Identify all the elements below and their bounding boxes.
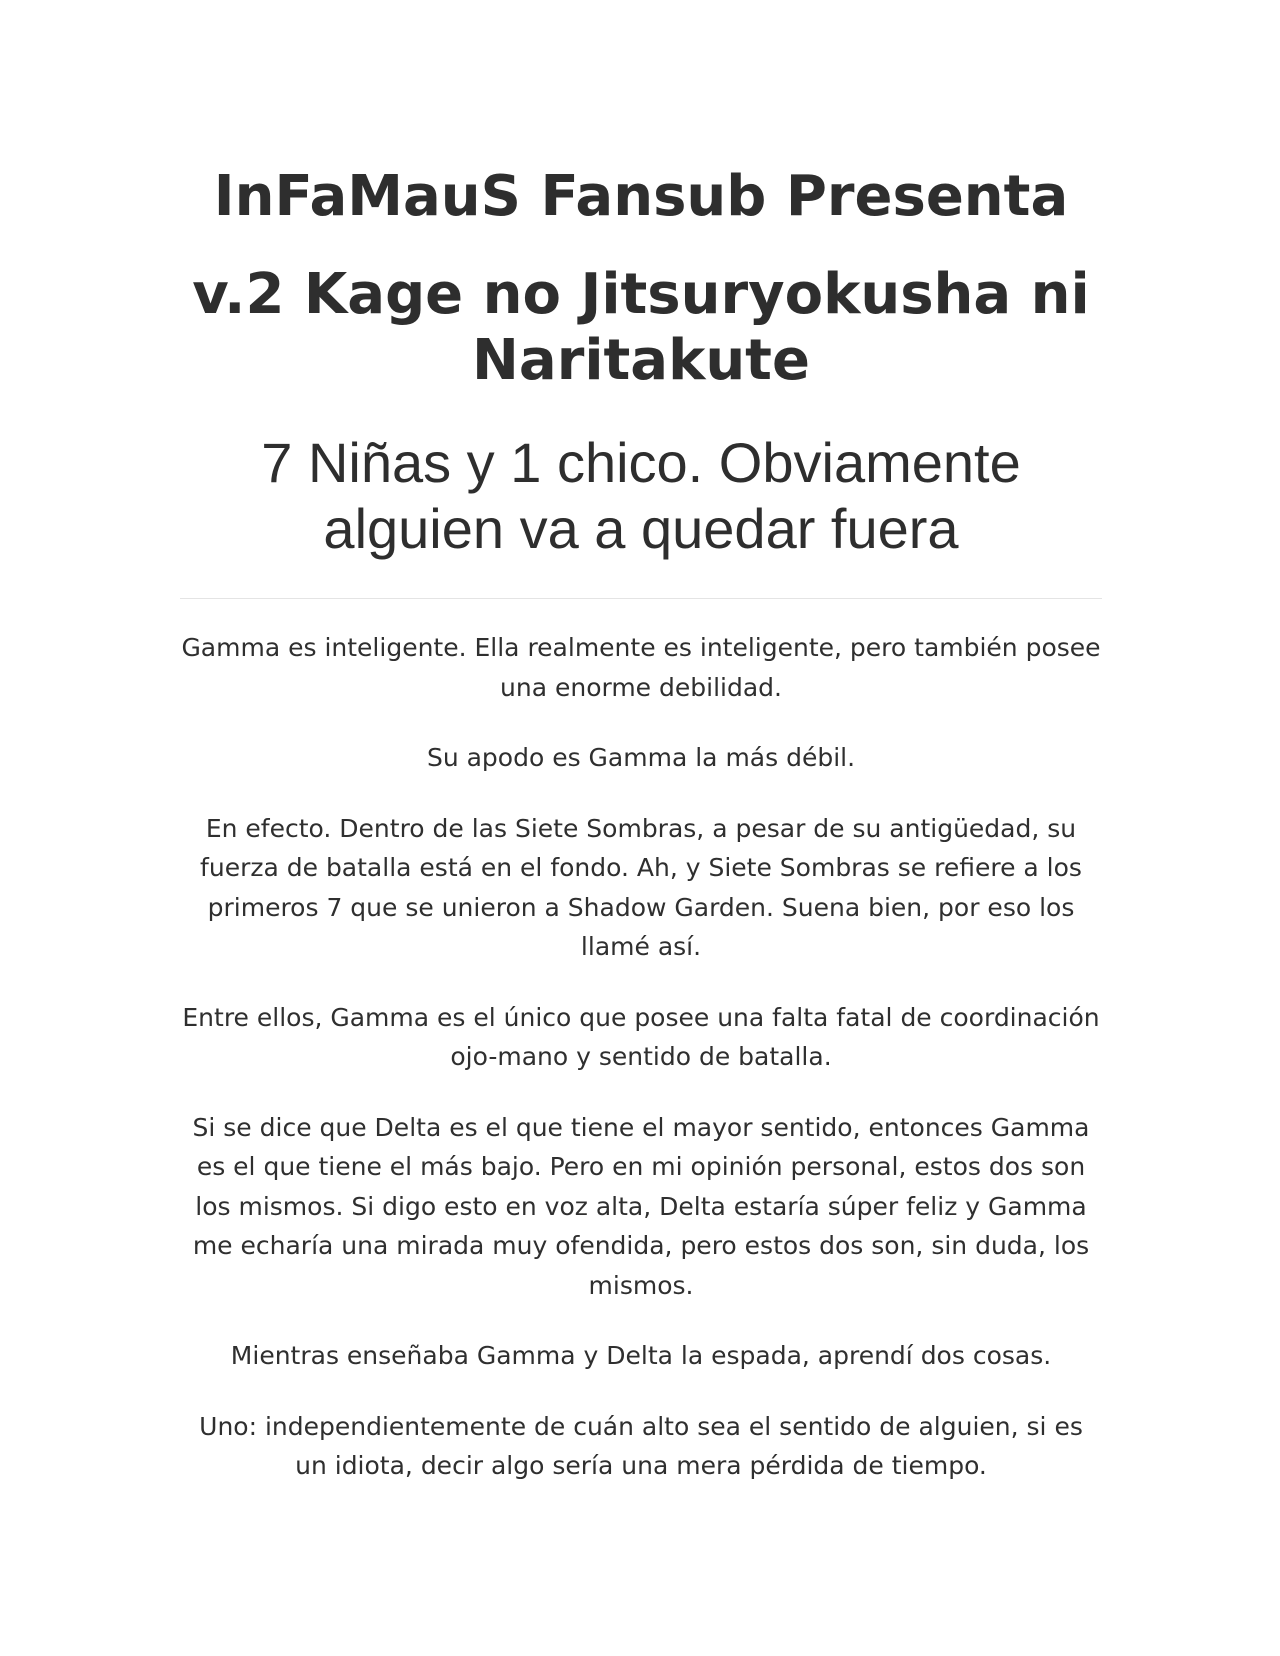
paragraph: Su apodo es Gamma la más débil.: [426, 743, 856, 772]
body-text: [180, 628, 1102, 1517]
paragraph: Si se dice que Delta es el que tiene el mayor sentido, entonces Gamma es el que tiene el más bajo. Pero en mi opinión personal, estos dos son los mismos. Si digo esto en voz alta, Delta estaría súper feliz y Gamma me echaría una mirada muy ofendida, pero estos dos son, sin duda, los mismos.: [192, 1112, 1090, 1300]
paragraph: Entre ellos, Gamma es el único que posee una falta fatal de coordinación ojo-mano y sentido de batalla.: [182, 1002, 1100, 1071]
divider: [180, 598, 1102, 599]
header-title: InFaMauS Fansub Presenta: [213, 164, 1069, 229]
paragraph: Uno: independientemente de cuán alto sea el sentido de alguien, si es un idiota, decir algo sería una mera pérdida de tiempo.: [199, 1411, 1083, 1480]
chapter-title: 7 Niñas y 1 chico. Obviamente alguien va a quedar fuera: [261, 431, 1021, 560]
series-title: v.2 Kage no Jitsuryokusha ni Naritakute: [192, 262, 1090, 393]
paragraph: Mientras enseñaba Gamma y Delta la espada, aprendí dos cosas.: [230, 1341, 1052, 1370]
paragraph: En efecto. Dentro de las Siete Sombras, a pesar de su antigüedad, su fuerza de batalla está en el fondo. Ah, y Siete Sombras se refiere a los primeros 7 que se unieron a Shadow Garden. Suena bien, por eso los llamé así.: [200, 813, 1082, 961]
paragraph: Gamma es inteligente. Ella realmente es inteligente, pero también posee una enorme debilidad.: [181, 633, 1101, 702]
